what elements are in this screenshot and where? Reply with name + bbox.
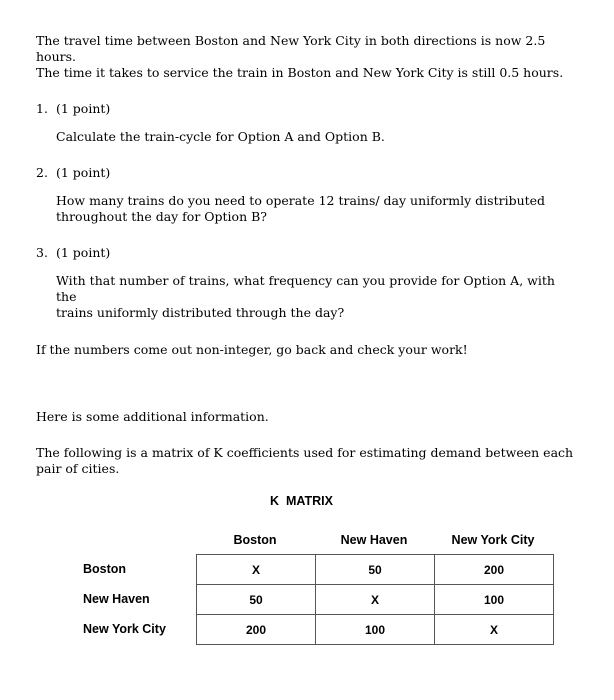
table-row [197,615,554,645]
question-text-line: How many trains do you need to operate 12 trains/ day uniformly distributed [56,193,546,208]
matrix-cell: 50 [197,585,316,615]
matrix-cell: 50 [316,555,435,585]
column-header-new-york-city: New York City [451,533,535,547]
matrix-intro-line: pair of cities. [36,461,120,476]
note-text: If the numbers come out non-integer, go back and check your work! [36,342,468,357]
row-header-new-haven: New Haven [83,592,150,606]
matrix-title: K MATRIX [270,494,333,508]
matrix-cell: 100 [316,615,435,645]
question-points: (1 point) [56,245,111,260]
matrix-intro-line: The following is a matrix of K coefficients used for estimating demand between each [36,445,574,460]
intro-line: The travel time between Boston and New York City in both directions is now 2.5 hours. [36,33,546,64]
table-row [197,555,554,585]
additional-info-heading: Here is some additional information. [36,409,269,424]
row-header-new-york-city: New York City [83,622,166,636]
matrix-cell: X [197,555,316,585]
intro-line: The time it takes to service the train in Boston and New York City is still 0.5 hours. [36,65,564,80]
question-text-line: trains uniformly distributed through the day? [56,305,345,320]
question-text [56,273,576,321]
k-matrix-table [196,554,554,645]
matrix-cell: 100 [435,585,554,615]
question-text-line: throughout the day for Option B? [56,209,267,224]
question-text-line: With that number of trains, what frequency can you provide for Option A, with the [56,273,555,304]
intro-paragraph [36,33,581,81]
question-number: 2. [36,165,48,180]
question-points: (1 point) [56,165,111,180]
matrix-intro [36,445,581,477]
row-header-boston: Boston [83,562,127,576]
column-header-boston: Boston [233,533,277,547]
question-text [56,193,576,225]
column-header-new-haven: New Haven [340,533,408,547]
matrix-cell: X [316,585,435,615]
matrix-cell: 200 [435,555,554,585]
question-number: 3. [36,245,48,260]
question-points: (1 point) [56,101,111,116]
question-text: Calculate the train-cycle for Option A and Option B. [56,129,385,144]
table-row [197,585,554,615]
question-number: 1. [36,101,48,116]
matrix-cell: X [435,615,554,645]
matrix-cell: 200 [197,615,316,645]
